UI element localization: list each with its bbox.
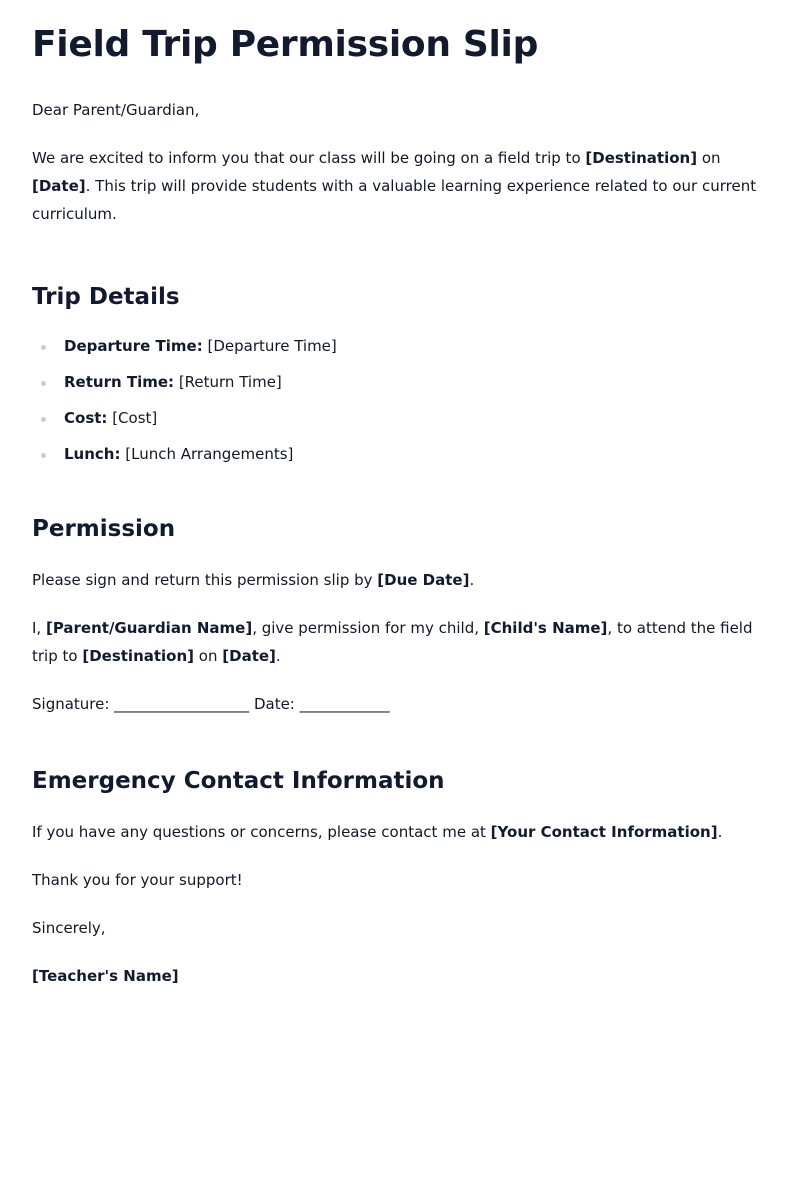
thanks-text: Thank you for your support! [32, 871, 243, 889]
intro-paragraph [32, 144, 768, 228]
consent-text: , to attend the field trip to [32, 619, 753, 665]
consent-text: on [194, 647, 223, 665]
parent-name-placeholder: [Parent/Guardian Name] [45, 619, 253, 637]
intro-text: on [697, 149, 721, 167]
contact-paragraph [32, 818, 768, 846]
date-placeholder: [Date] [222, 647, 276, 665]
consent-text: . [275, 647, 281, 665]
list-item-value: [Cost] [107, 409, 158, 427]
list-item-value: [Lunch Arrangements] [120, 445, 294, 463]
bullet-icon [41, 381, 46, 386]
permission-heading: Permission [32, 516, 176, 542]
teacher-name-placeholder [32, 962, 768, 990]
trip-details-heading: Trip Details [32, 284, 180, 310]
contact-text: If you have any questions or concerns, please contact me at [32, 823, 491, 841]
signature-line: Signature: __________________ Date: ____________ [32, 695, 390, 713]
bullet-icon [41, 453, 46, 458]
intro-text: We are excited to inform you that our class will be going on a field trip to [32, 149, 586, 167]
list-item-value: [Departure Time] [202, 337, 337, 355]
list-item-label: Return Time: [64, 373, 175, 391]
list-item-value: [Return Time] [174, 373, 282, 391]
trip-details-list [32, 334, 768, 466]
consent-text: I, [32, 619, 46, 637]
contact-info-placeholder: [Your Contact Information] [490, 823, 718, 841]
due-date-placeholder: [Due Date] [377, 571, 470, 589]
list-item [32, 406, 768, 430]
bullet-icon [41, 417, 46, 422]
emergency-contact-heading: Emergency Contact Information [32, 768, 445, 794]
list-item-label: Departure Time: [64, 337, 203, 355]
date-placeholder: [Date] [32, 177, 86, 195]
consent-statement [32, 614, 768, 670]
destination-placeholder: [Destination] [585, 149, 698, 167]
contact-text: . [717, 823, 723, 841]
destination-placeholder: [Destination] [82, 647, 195, 665]
teacher-name: [Teacher's Name] [32, 967, 179, 985]
closing-text: Sincerely, [32, 919, 106, 937]
consent-text: , give permission for my child, [252, 619, 484, 637]
child-name-placeholder: [Child's Name] [483, 619, 608, 637]
greeting: Dear Parent/Guardian, [32, 101, 200, 119]
list-item-label: Lunch: [64, 445, 121, 463]
return-text: Please sign and return this permission slip by [32, 571, 378, 589]
return-instruction [32, 566, 768, 594]
return-text: . [469, 571, 475, 589]
page-title: Field Trip Permission Slip [32, 24, 539, 65]
list-item [32, 334, 768, 358]
list-item [32, 370, 768, 394]
intro-text: . This trip will provide students with a valuable learning experience related to our current curriculum. [32, 177, 757, 223]
list-item [32, 442, 768, 466]
bullet-icon [41, 345, 46, 350]
list-item-label: Cost: [64, 409, 108, 427]
